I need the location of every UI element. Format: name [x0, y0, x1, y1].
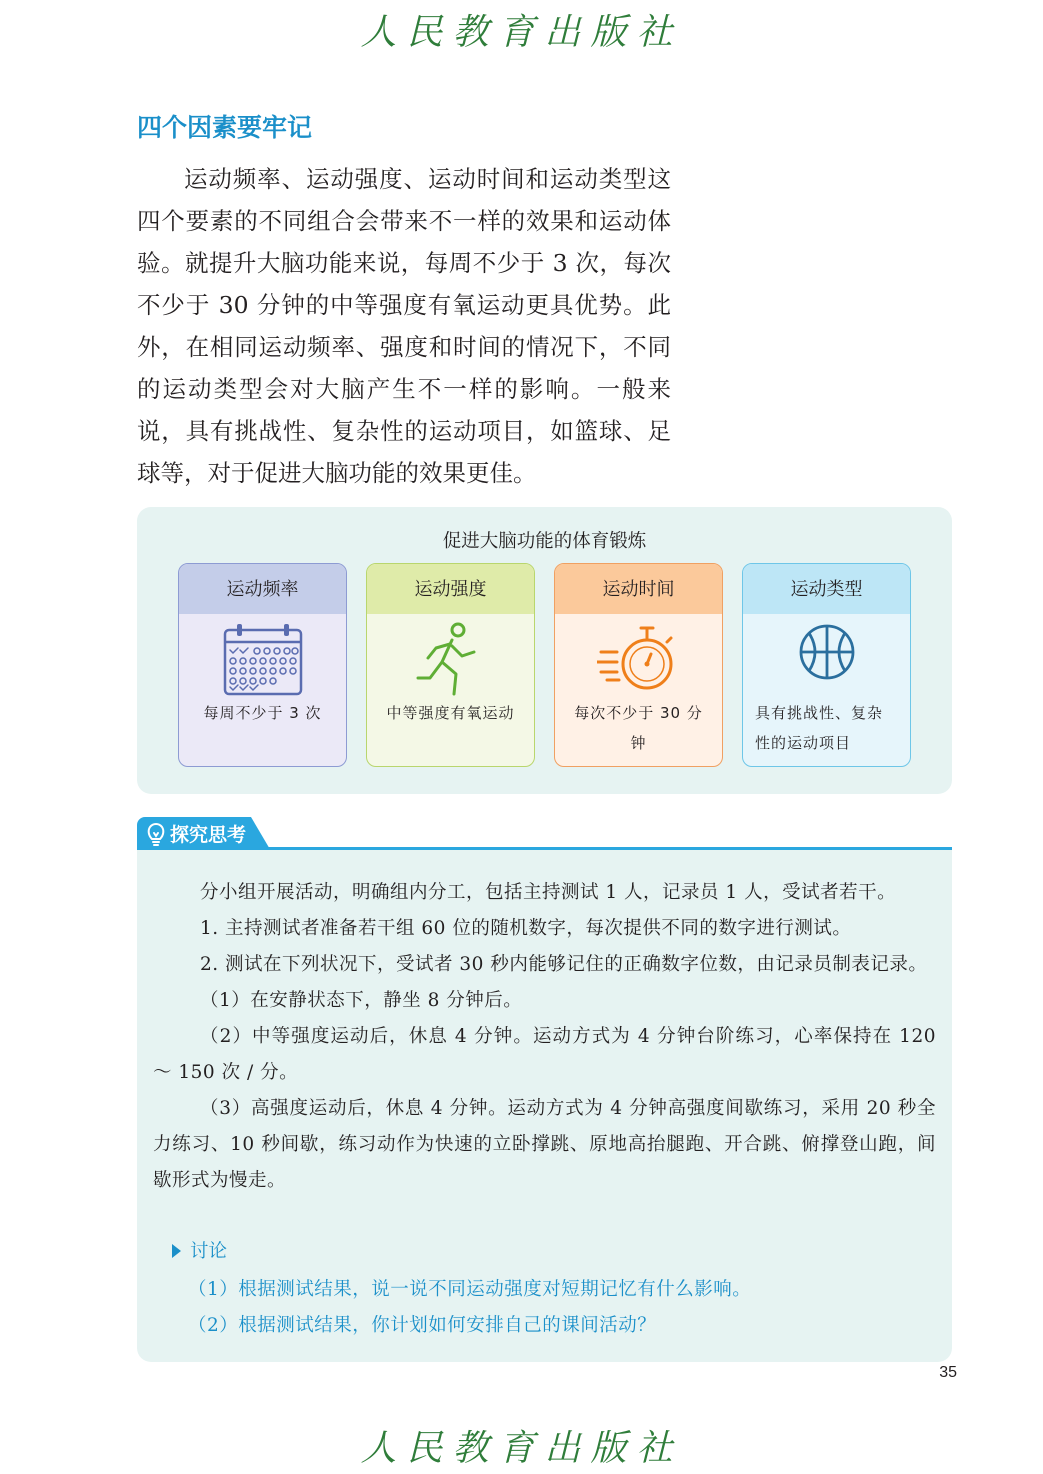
explore-paragraph: （3）高强度运动后，休息 4 分钟。运动方式为 4 分钟高强度间歇练习，采用 20 秒全力练习、10 秒间歇，练习动作为快速的立卧撑跳、原地高抬腿跑、开合跳、俯撑登山跑，间歇形式为慢走。	[153, 1098, 936, 1191]
card-caption: 每次不少于 30 分钟	[574, 704, 703, 752]
section-title: 四个因素要牢记	[137, 113, 313, 142]
card-label: 运动时间	[555, 564, 722, 614]
stopwatch-icon	[555, 622, 722, 698]
discussion-header	[172, 1237, 227, 1263]
explore-paragraph: （1）在安静状态下，静坐 8 分钟后。	[200, 990, 523, 1011]
card-intensity	[366, 563, 535, 767]
page-number: 35	[939, 1364, 957, 1381]
explore-paragraph: 分小组开展活动，明确组内分工，包括主持测试 1 人，记录员 1 人，受试者若干。	[200, 882, 897, 903]
card-frequency	[178, 563, 347, 767]
body-paragraph: 运动频率、运动强度、运动时间和运动类型这四个要素的不同组合会带来不一样的效果和运动体验。就提升大脑功能来说，每周不少于 3 次，每次不少于 30 分钟的中等强度有氧运动更具优势。此外，在相同运动频率、强度和时间的情况下，不同的运动类型会对大脑产生不一样的影响。一般来说，具有挑战性、复杂性的运动项目，如篮球、足球等，对于促进大脑功能的效果更佳。	[137, 165, 671, 487]
card-caption: 每周不少于 3 次	[203, 704, 322, 722]
figure-panel	[137, 507, 952, 794]
basketball-icon	[743, 622, 910, 698]
card-caption: 中等强度有氧运动	[386, 704, 515, 722]
lightbulb-icon	[146, 822, 166, 850]
calendar-icon	[179, 622, 346, 698]
running-person-icon	[367, 622, 534, 698]
explore-paragraph: 1. 主持测试者准备若干组 60 位的随机数字，每次提供不同的数字进行测试。	[200, 918, 852, 939]
discussion-item: （1）根据测试结果，说一说不同运动强度对短期记忆有什么影响。	[188, 1279, 752, 1300]
card-label: 运动频率	[179, 564, 346, 614]
triangle-right-icon	[172, 1244, 181, 1258]
card-type	[742, 563, 911, 767]
card-duration	[554, 563, 723, 767]
discussion-title: 讨论	[190, 1241, 228, 1262]
card-caption: 具有挑战性、复杂性的运动项目	[755, 704, 884, 752]
explore-title: 探究思考	[170, 824, 247, 846]
publisher-header: 人民教育出版社	[360, 12, 683, 53]
card-label: 运动类型	[743, 564, 910, 614]
explore-paragraph: 2. 测试在下列状况下，受试者 30 秒内能够记住的正确数字位数，由记录员制表记录。	[200, 954, 928, 975]
figure-title: 促进大脑功能的体育锻炼	[442, 531, 647, 552]
explore-paragraph: （2）中等强度运动后，休息 4 分钟。运动方式为 4 分钟台阶练习，心率保持在 120 ～ 150 次 / 分。	[153, 1026, 936, 1083]
card-label: 运动强度	[367, 564, 534, 614]
publisher-footer: 人民教育出版社	[360, 1428, 683, 1469]
discussion-item: （2）根据测试结果，你计划如何安排自己的课间活动？	[188, 1315, 657, 1336]
